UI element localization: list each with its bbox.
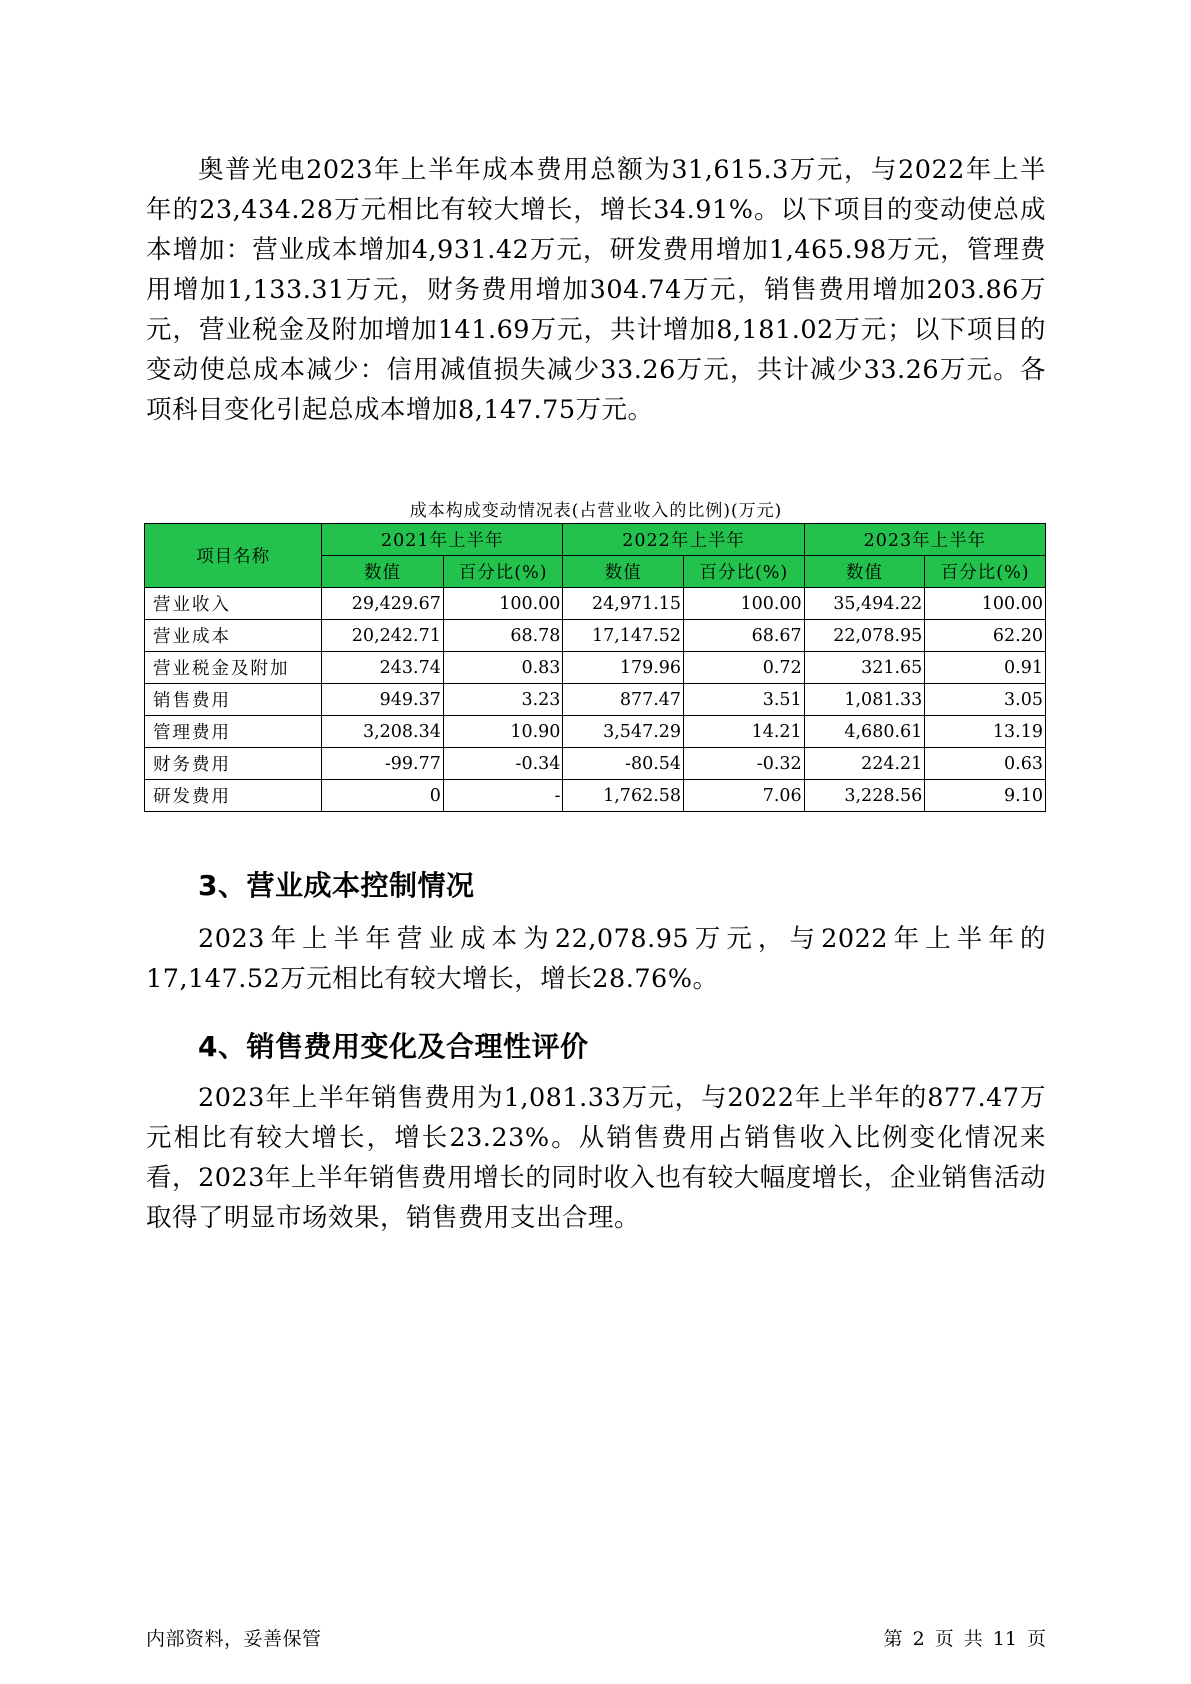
cell-value: 949.37 (322, 684, 444, 716)
cell-value: 29,429.67 (322, 588, 444, 620)
cell-value: 224.21 (804, 748, 925, 780)
cell-percent: 100.00 (443, 588, 563, 620)
cell-value: 24,971.15 (563, 588, 684, 620)
cell-percent: -0.34 (443, 748, 563, 780)
cell-percent: 62.20 (925, 620, 1046, 652)
table-row (145, 716, 1046, 748)
row-item-name: 管理费用 (145, 716, 322, 748)
header-percent: 百分比(%) (443, 556, 563, 588)
header-value: 数值 (322, 556, 444, 588)
sales-expense-paragraph: 2023年上半年销售费用为1,081.33万元，与2022年上半年的877.47万元相比有较大增长，增长23.23%。从销售费用占销售收入比例变化情况来看，2023年上半年销售费用增长的同时收入也有较大幅度增长，企业销售活动取得了明显市场效果，销售费用支出合理。 (146, 1083, 1046, 1233)
footer-confidential-note: 内部资料，妥善保管 (146, 1628, 322, 1650)
cell-value: 22,078.95 (804, 620, 925, 652)
cell-percent: - (443, 780, 563, 812)
row-item-name: 销售费用 (145, 684, 322, 716)
row-item-name: 营业成本 (145, 620, 322, 652)
table-row (145, 748, 1046, 780)
cell-percent: 3.05 (925, 684, 1046, 716)
cell-value: 35,494.22 (804, 588, 925, 620)
cell-value: 243.74 (322, 652, 444, 684)
cell-percent: 7.06 (684, 780, 805, 812)
cell-percent: -0.32 (684, 748, 805, 780)
cell-percent: 0.83 (443, 652, 563, 684)
cell-value: 3,228.56 (804, 780, 925, 812)
table-row (145, 652, 1046, 684)
section-heading-sales-expense: 4、销售费用变化及合理性评价 (198, 1030, 589, 1063)
cell-percent: 68.78 (443, 620, 563, 652)
cell-value: 877.47 (563, 684, 684, 716)
row-item-name: 营业收入 (145, 588, 322, 620)
header-item-name: 项目名称 (145, 524, 322, 588)
cell-value: 17,147.52 (563, 620, 684, 652)
cost-structure-table (144, 523, 1046, 812)
cell-percent: 10.90 (443, 716, 563, 748)
cell-value: 321.65 (804, 652, 925, 684)
row-item-name: 营业税金及附加 (145, 652, 322, 684)
cell-percent: 3.23 (443, 684, 563, 716)
header-value: 数值 (804, 556, 925, 588)
table-row (145, 684, 1046, 716)
cell-value: 3,547.29 (563, 716, 684, 748)
table-row (145, 780, 1046, 812)
header-percent: 百分比(%) (684, 556, 805, 588)
footer-page-number: 第 2 页 共 11 页 (883, 1628, 1046, 1650)
table-row (145, 588, 1046, 620)
cell-percent: 100.00 (925, 588, 1046, 620)
cell-value: 0 (322, 780, 444, 812)
header-year: 2021年上半年 (322, 524, 563, 556)
section-heading-operating-cost: 3、营业成本控制情况 (198, 869, 475, 902)
cell-value: 4,680.61 (804, 716, 925, 748)
table-row (145, 620, 1046, 652)
cell-value: 179.96 (563, 652, 684, 684)
cost-summary-paragraph: 奥普光电2023年上半年成本费用总额为31,615.3万元，与2022年上半年的23,434.28万元相比有较大增长，增长34.91%。以下项目的变动使总成本增加：营业成本增加4,931.42万元，研发费用增加1,465.98万元，管理费用增加1,133.31万元，财务费用增加304.74万元，销售费用增加203.86万元，营业税金及附加增加141.69万元，共计增加8,181.02万元；以下项目的变动使总成本减少：信用减值损失减少33.26万元，共计减少33.26万元。各项科目变化引起总成本增加8,147.75万元。 (146, 155, 1046, 425)
row-item-name: 财务费用 (145, 748, 322, 780)
operating-cost-paragraph: 2023年上半年营业成本为22,078.95万元，与2022年上半年的17,147.52万元相比有较大增长，增长28.76%。 (146, 924, 1046, 994)
cell-percent: 13.19 (925, 716, 1046, 748)
table-body (145, 588, 1046, 812)
cell-value: 1,081.33 (804, 684, 925, 716)
cell-percent: 100.00 (684, 588, 805, 620)
cell-value: -80.54 (563, 748, 684, 780)
cell-percent: 0.91 (925, 652, 1046, 684)
cell-percent: 0.63 (925, 748, 1046, 780)
row-item-name: 研发费用 (145, 780, 322, 812)
table-header-row-years (145, 524, 1046, 556)
header-value: 数值 (563, 556, 684, 588)
cell-value: 3,208.34 (322, 716, 444, 748)
cell-percent: 0.72 (684, 652, 805, 684)
cell-percent: 3.51 (684, 684, 805, 716)
cell-percent: 9.10 (925, 780, 1046, 812)
cell-percent: 14.21 (684, 716, 805, 748)
table-caption: 成本构成变动情况表(占营业收入的比例)(万元) (409, 501, 783, 521)
cell-percent: 68.67 (684, 620, 805, 652)
header-percent: 百分比(%) (925, 556, 1046, 588)
header-year: 2022年上半年 (563, 524, 804, 556)
header-year: 2023年上半年 (804, 524, 1045, 556)
cell-value: 20,242.71 (322, 620, 444, 652)
cell-value: 1,762.58 (563, 780, 684, 812)
cell-value: -99.77 (322, 748, 444, 780)
